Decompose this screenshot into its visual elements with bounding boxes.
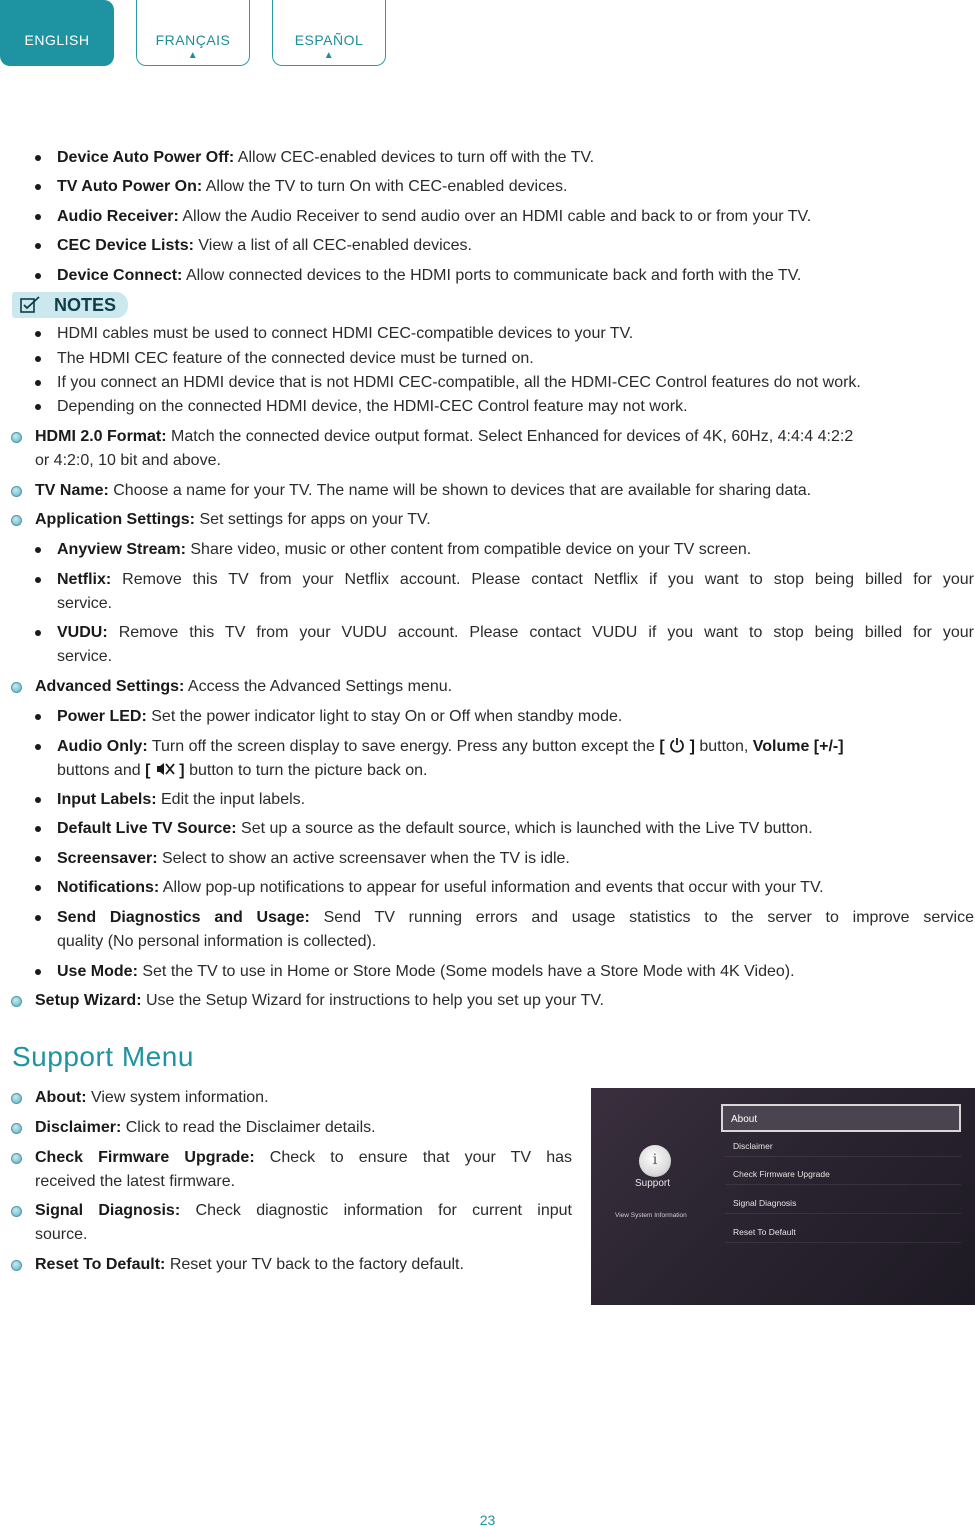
list-item-vudu xyxy=(57,623,974,643)
description: Choose a name for your TV. The name will be shown to devices that are available for sharing data. xyxy=(108,482,812,499)
list-item-default-live-tv-source xyxy=(57,819,813,839)
list-item-input-labels xyxy=(57,790,305,810)
screenshot-menu-item-signal: Signal Diagnosis xyxy=(725,1192,961,1214)
term: Input Labels: xyxy=(57,791,157,808)
term: Device Auto Power Off: xyxy=(57,149,235,166)
list-item-hdmi-format-cont xyxy=(35,451,221,471)
term: Screensaver: xyxy=(57,850,158,867)
list-item-use-mode xyxy=(57,962,795,982)
list-item-signal-diagnosis xyxy=(35,1201,572,1221)
list-item-power-led xyxy=(57,707,622,727)
list-item-check-firmware-upgrade-cont xyxy=(35,1172,235,1192)
term: Signal Diagnosis: xyxy=(35,1202,181,1219)
term: TV Name: xyxy=(35,482,109,499)
term: Send Diagnostics and Usage: xyxy=(57,909,310,926)
list-item-disclaimer xyxy=(35,1118,376,1138)
term: Audio Receiver: xyxy=(57,208,179,225)
list-item-netflix-cont xyxy=(57,594,112,614)
circle-bullet-icon xyxy=(11,1260,22,1271)
term: TV Auto Power On: xyxy=(57,178,203,195)
description: Send TV running errors and usage statistics to the server to improve service xyxy=(309,909,974,926)
term: Anyview Stream: xyxy=(57,541,186,558)
description: Set the power indicator light to stay On or Off when standby mode. xyxy=(146,708,623,725)
tab-english-label: ENGLISH xyxy=(24,32,90,48)
list-item-notifications xyxy=(57,878,824,898)
list-item-application-settings xyxy=(35,510,431,530)
list-item-netflix xyxy=(57,570,974,590)
screenshot-menu-item-disclaimer: Disclaimer xyxy=(725,1135,961,1157)
list-item-tv-auto-power-on xyxy=(57,177,567,197)
description: Allow the Audio Receiver to send audio over an HDMI cable and back to or from your TV. xyxy=(178,208,812,225)
list-item-screensaver xyxy=(57,849,570,869)
list-item-tv-name xyxy=(35,481,811,501)
circle-bullet-icon xyxy=(11,682,22,693)
term: Device Connect: xyxy=(57,267,183,284)
list-item-about xyxy=(35,1088,269,1108)
tab-espanol-label: ESPAÑOL xyxy=(294,32,364,48)
circle-bullet-icon xyxy=(11,432,22,443)
description: Share video, music or other content from compatible device on your TV screen. xyxy=(185,541,752,558)
screenshot-menu-item-reset: Reset To Default xyxy=(725,1221,961,1243)
description: Use the Setup Wizard for instructions to help you set up your TV. xyxy=(141,992,604,1009)
term: Check Firmware Upgrade: xyxy=(35,1149,255,1166)
description: Select to show an active screensaver when the TV is idle. xyxy=(157,850,570,867)
description: Turn off the screen display to save energy. Press any button except the xyxy=(147,738,660,755)
info-glyph: i xyxy=(652,1152,658,1168)
list-item-anyview-stream xyxy=(57,540,751,560)
note-text: The HDMI CEC feature of the connected device must be turned on. xyxy=(57,350,534,367)
info-icon xyxy=(639,1145,671,1177)
list-item-audio-receiver xyxy=(57,207,811,227)
screenshot-menu-item-firmware: Check Firmware Upgrade xyxy=(725,1163,961,1185)
term: Application Settings: xyxy=(35,511,195,528)
bracket: ] xyxy=(174,762,185,779)
description: service. xyxy=(57,648,113,665)
triangle-up-icon: ▲ xyxy=(323,50,335,61)
circle-bullet-icon xyxy=(11,1206,22,1217)
support-menu-screenshot xyxy=(591,1088,975,1305)
list-item-device-auto-power-off xyxy=(57,148,594,168)
term: About: xyxy=(35,1089,87,1106)
bracket: [ xyxy=(659,738,670,755)
term: Advanced Settings: xyxy=(35,678,185,695)
tab-francais-label: FRANÇAIS xyxy=(155,32,231,48)
note-item xyxy=(57,397,688,417)
tab-espanol[interactable] xyxy=(272,0,386,66)
bracket: [ xyxy=(145,762,155,779)
circle-bullet-icon xyxy=(11,996,22,1007)
term: HDMI 2.0 Format: xyxy=(35,428,167,445)
section-heading-support-menu: Support Menu xyxy=(12,1041,194,1072)
list-item-device-connect xyxy=(57,266,801,286)
note-text: Depending on the connected HDMI device, the HDMI-CEC Control feature may not work. xyxy=(57,398,688,415)
volume-label: Volume [+/-] xyxy=(752,738,844,755)
screenshot-support-label: Support xyxy=(635,1178,671,1189)
bracket: ] xyxy=(685,738,695,755)
description: service. xyxy=(57,595,113,612)
term: Notifications: xyxy=(57,879,160,896)
power-icon xyxy=(669,737,685,753)
description: Allow the TV to turn On with CEC-enabled devices. xyxy=(202,178,568,195)
list-item-audio-only-cont xyxy=(57,761,427,781)
screenshot-menu-item-about: About xyxy=(721,1104,961,1132)
note-item xyxy=(57,324,633,344)
description: Match the connected device output format. Select Enhanced for devices of 4K, 60Hz, 4:4:4 4:2:2 xyxy=(166,428,854,445)
list-item-cec-device-lists xyxy=(57,236,472,256)
list-item-reset-to-default xyxy=(35,1255,464,1275)
term: Default Live TV Source: xyxy=(57,820,237,837)
description: Access the Advanced Settings menu. xyxy=(184,678,453,695)
description: Click to read the Disclaimer details. xyxy=(121,1119,376,1136)
note-item xyxy=(57,373,861,393)
notes-label: NOTES xyxy=(54,295,117,315)
term: Use Mode: xyxy=(57,963,138,980)
description: Set the TV to use in Home or Store Mode (Some models have a Store Mode with 4K Video). xyxy=(137,963,795,980)
list-item-send-diagnostics-cont xyxy=(57,932,376,952)
screenshot-subtitle: View System Information xyxy=(615,1212,687,1219)
description: Set settings for apps on your TV. xyxy=(195,511,431,528)
note-text: If you connect an HDMI device that is not HDMI CEC-compatible, all the HDMI-CEC Control features do not work. xyxy=(57,374,861,391)
description: received the latest firmware. xyxy=(35,1173,236,1190)
description: Remove this TV from your Netflix account. Please contact Netflix if you want to stop being billed for your xyxy=(111,571,974,588)
description: button to turn the picture back on. xyxy=(184,762,428,779)
description: or 4:2:0, 10 bit and above. xyxy=(35,452,221,469)
note-item xyxy=(57,349,534,369)
term: VUDU: xyxy=(57,624,108,641)
note-text: HDMI cables must be used to connect HDMI CEC-compatible devices to your TV. xyxy=(57,325,634,342)
description: buttons and xyxy=(57,762,146,779)
list-item-advanced-settings xyxy=(35,677,452,697)
list-item-vudu-cont xyxy=(57,647,112,667)
description: Allow connected devices to the HDMI ports to communicate back and forth with the TV. xyxy=(182,267,802,284)
description: Check to ensure that your TV has xyxy=(254,1149,573,1166)
tab-english[interactable] xyxy=(0,0,114,66)
circle-bullet-icon xyxy=(11,1093,22,1104)
term: CEC Device Lists: xyxy=(57,237,194,254)
notes-badge xyxy=(12,292,128,318)
mute-icon xyxy=(155,761,175,777)
term: Netflix: xyxy=(57,571,112,588)
page-number: 23 xyxy=(479,1512,496,1528)
circle-bullet-icon xyxy=(11,515,22,526)
description: Edit the input labels. xyxy=(156,791,306,808)
description: Check diagnostic information for current input xyxy=(180,1202,572,1219)
term: Power LED: xyxy=(57,708,147,725)
term: Reset To Default: xyxy=(35,1256,166,1273)
list-item-hdmi-format xyxy=(35,427,853,447)
tab-francais[interactable] xyxy=(136,0,250,66)
description: Allow CEC-enabled devices to turn off with the TV. xyxy=(234,149,595,166)
description: quality (No personal information is collected). xyxy=(57,933,377,950)
list-item-send-diagnostics xyxy=(57,908,974,928)
circle-bullet-icon xyxy=(11,1153,22,1164)
circle-bullet-icon xyxy=(11,1123,22,1134)
description: Set up a source as the default source, which is launched with the Live TV button. xyxy=(236,820,813,837)
list-item-check-firmware-upgrade xyxy=(35,1148,572,1168)
description: source. xyxy=(35,1226,88,1243)
description: View system information. xyxy=(86,1089,269,1106)
triangle-up-icon: ▲ xyxy=(187,50,199,61)
list-item-signal-diagnosis-cont xyxy=(35,1225,87,1245)
circle-bullet-icon xyxy=(11,486,22,497)
term: Setup Wizard: xyxy=(35,992,142,1009)
description: Allow pop-up notifications to appear for useful information and events that occur with your TV. xyxy=(159,879,824,896)
term: Audio Only: xyxy=(57,738,148,755)
description: Remove this TV from your VUDU account. Please contact VUDU if you want to stop being billed for your xyxy=(107,624,974,641)
description: View a list of all CEC-enabled devices. xyxy=(193,237,472,254)
checkbox-pencil-icon xyxy=(20,296,42,314)
list-item-setup-wizard xyxy=(35,991,604,1011)
description: button, xyxy=(694,738,753,755)
list-item-audio-only xyxy=(57,737,974,757)
term: Disclaimer: xyxy=(35,1119,122,1136)
description: Reset your TV back to the factory default. xyxy=(165,1256,464,1273)
